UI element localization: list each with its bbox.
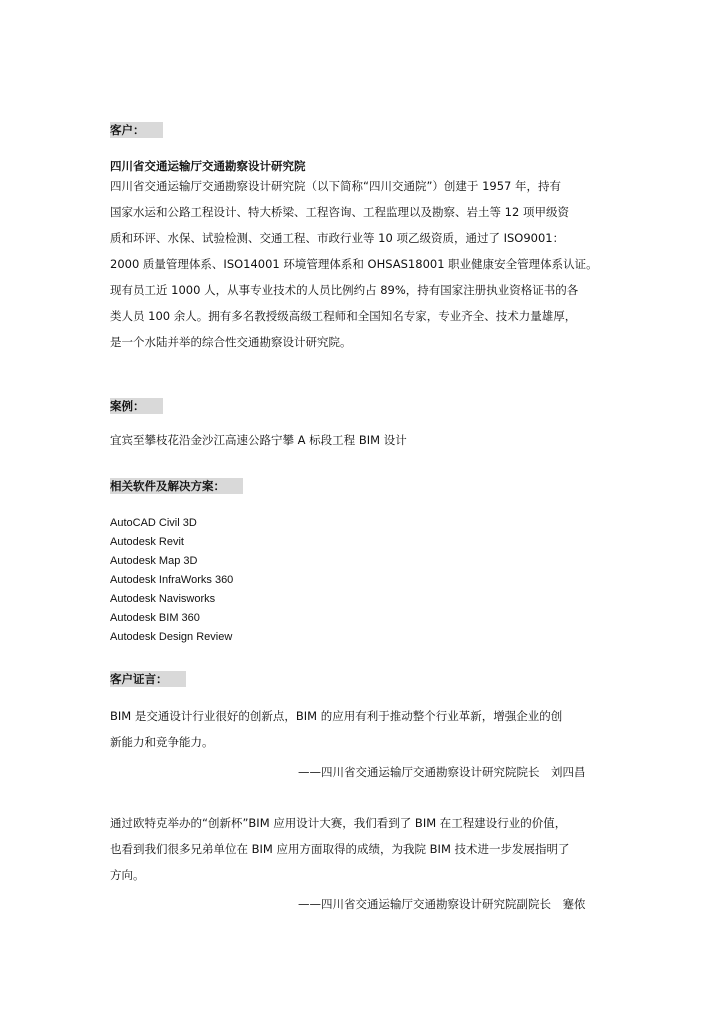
intro-line: 质和环评、水保、试验检测、交通工程、市政行业等 10 项乙级资质，通过了 ISO9001： <box>110 231 565 245</box>
software-item: Autodesk Navisworks <box>110 593 216 605</box>
testimonial-signature-1: ——四川省交通运输厅交通勘察设计研究院院长 刘四昌 <box>298 765 586 779</box>
software-item: Autodesk Map 3D <box>110 555 198 567</box>
case-description: 宜宾至攀枝花沿金沙江高速公路宁攀 A 标段工程 BIM 设计 <box>110 433 407 447</box>
organization-name: 四川省交通运输厅交通勘察设计研究院 <box>110 159 306 173</box>
case-heading-block <box>110 395 163 414</box>
software-heading: 相关软件及解决方案： <box>110 478 243 494</box>
software-item: Autodesk Design Review <box>110 631 233 643</box>
testimonial-quote-2 <box>110 815 638 893</box>
software-item: AutoCAD Civil 3D <box>110 517 197 529</box>
intro-line: 现有员工近 1000 人，从事专业技术的人员比例约占 89%，持有国家注册执业资格证书的各 <box>110 283 579 297</box>
software-list <box>110 514 233 647</box>
quote-line: BIM 是交通设计行业很好的创新点，BIM 的应用有利于推动整个行业革新，增强企业的创 <box>110 709 563 723</box>
customer-heading: 客户： <box>110 122 163 138</box>
testimonial-heading-block <box>110 668 186 687</box>
software-heading-block <box>110 475 243 494</box>
testimonial-heading: 客户证言： <box>110 671 186 687</box>
quote-line: 也看到我们很多兄弟单位在 BIM 应用方面取得的成绩，为我院 BIM 技术进一步发展指明了 <box>110 842 570 856</box>
software-item: Autodesk InfraWorks 360 <box>110 574 234 586</box>
organization-intro <box>110 178 638 360</box>
intro-line: 类人员 100 余人。拥有多名教授级高级工程师和全国知名专家，专业齐全、技术力量雄厚， <box>110 309 577 323</box>
intro-line: 四川省交通运输厅交通勘察设计研究院（以下简称“四川交通院”）创建于 1957 年，持有 <box>110 179 561 193</box>
quote-line: 新能力和竞争能力。 <box>110 735 214 749</box>
intro-line: 2000 质量管理体系、ISO14001 环境管理体系和 OHSAS18001 职业健康安全管理体系认证。 <box>110 257 598 271</box>
quote-line: 方向。 <box>110 868 145 882</box>
testimonial-signature-2: ——四川省交通运输厅交通勘察设计研究院副院长 蹇侬 <box>298 897 586 911</box>
software-item: Autodesk BIM 360 <box>110 612 200 624</box>
case-heading: 案例： <box>110 398 163 414</box>
quote-line: 通过欧特克举办的“创新杯”BIM 应用设计大赛，我们看到了 BIM 在工程建设行业的价值， <box>110 816 567 830</box>
intro-line: 国家水运和公路工程设计、特大桥梁、工程咨询、工程监理以及勘察、岩土等 12 项甲级资 <box>110 205 569 219</box>
customer-heading-block <box>110 119 163 138</box>
software-item: Autodesk Revit <box>110 536 184 548</box>
testimonial-quote-1 <box>110 708 638 760</box>
intro-line: 是一个水陆并举的综合性交通勘察设计研究院。 <box>110 335 352 349</box>
